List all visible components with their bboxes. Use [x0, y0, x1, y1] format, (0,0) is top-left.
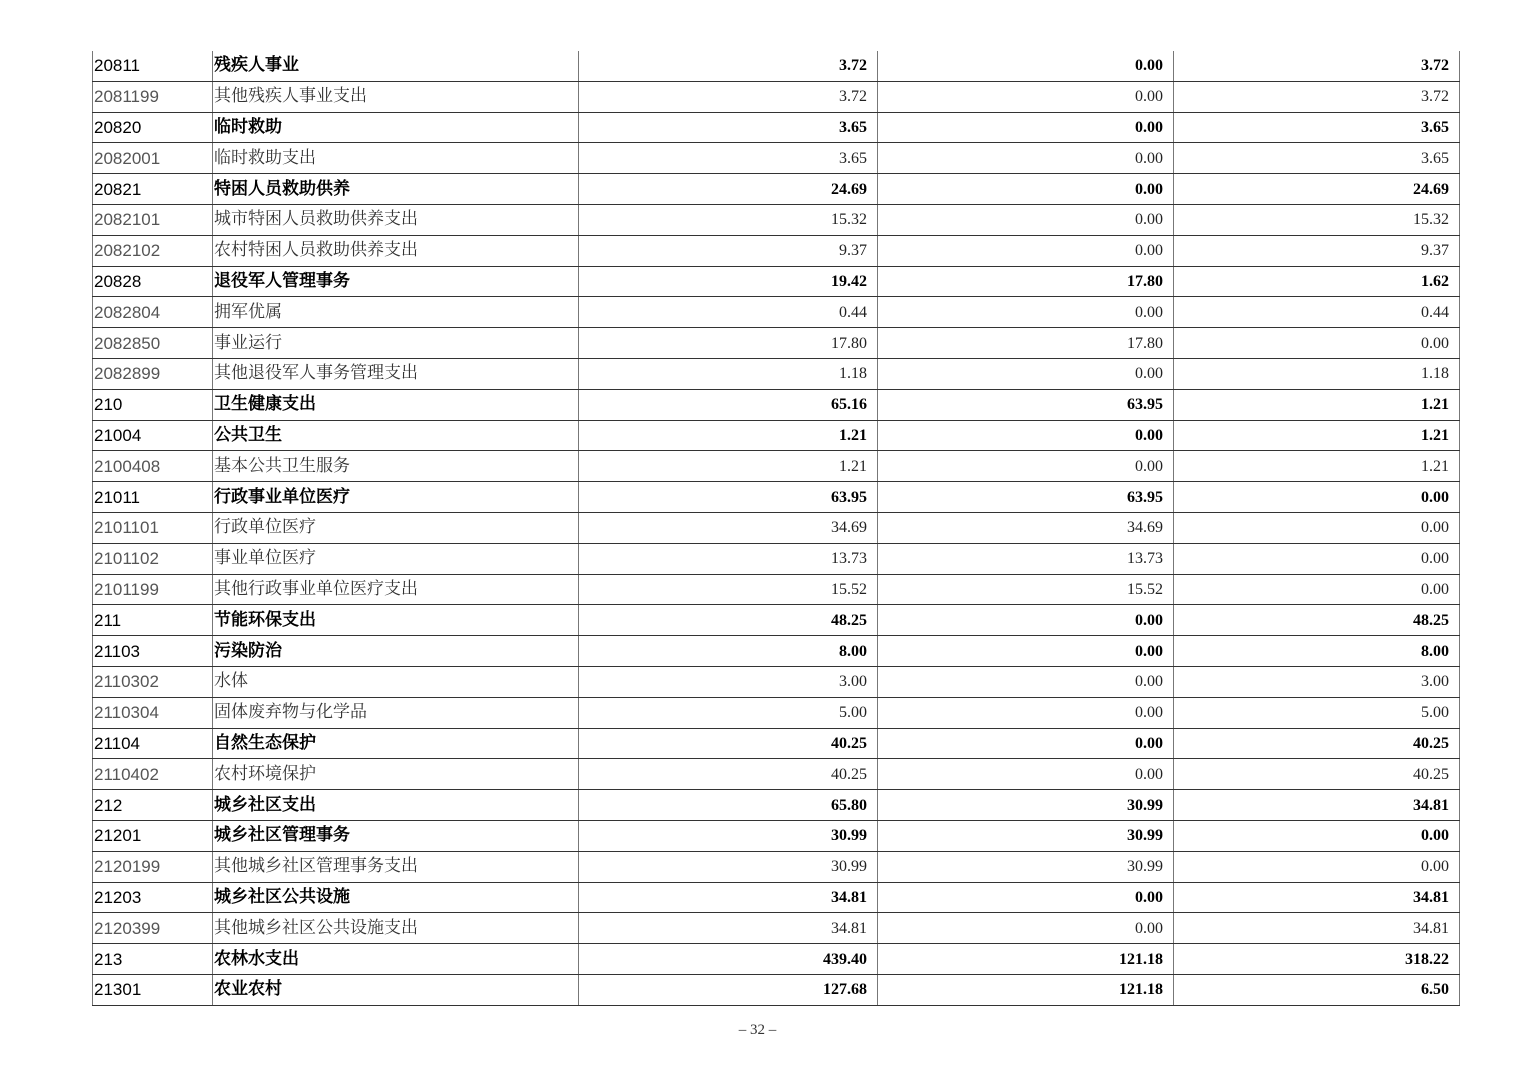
table-row	[93, 389, 1460, 420]
project-expenditure-cell: 0.00	[1174, 574, 1460, 605]
account-name-cell: 事业单位医疗	[213, 543, 579, 574]
account-name-cell: 水体	[213, 666, 579, 697]
account-code-cell: 21201	[93, 820, 213, 851]
project-expenditure-cell: 3.00	[1174, 666, 1460, 697]
basic-expenditure-cell: 0.00	[878, 143, 1174, 174]
project-expenditure-cell: 0.00	[1174, 820, 1460, 851]
account-code-cell: 2110302	[93, 666, 213, 697]
project-expenditure-cell: 40.25	[1174, 759, 1460, 790]
total-amount-cell: 15.32	[579, 204, 878, 235]
basic-expenditure-cell: 0.00	[878, 204, 1174, 235]
basic-expenditure-cell: 0.00	[878, 112, 1174, 143]
basic-expenditure-cell: 0.00	[878, 697, 1174, 728]
project-expenditure-cell: 6.50	[1174, 974, 1460, 1005]
account-name-cell: 特困人员救助供养	[213, 174, 579, 205]
budget-table	[92, 51, 1460, 1006]
total-amount-cell: 3.65	[579, 112, 878, 143]
basic-expenditure-cell: 0.00	[878, 297, 1174, 328]
project-expenditure-cell: 8.00	[1174, 636, 1460, 667]
account-code-cell: 20811	[93, 51, 213, 81]
total-amount-cell: 48.25	[579, 605, 878, 636]
project-expenditure-cell: 40.25	[1174, 728, 1460, 759]
total-amount-cell: 3.65	[579, 143, 878, 174]
table-row	[93, 51, 1460, 81]
account-code-cell: 2120399	[93, 913, 213, 944]
basic-expenditure-cell: 17.80	[878, 266, 1174, 297]
basic-expenditure-cell: 0.00	[878, 358, 1174, 389]
project-expenditure-cell: 3.72	[1174, 81, 1460, 112]
total-amount-cell: 34.69	[579, 512, 878, 543]
table-row	[93, 820, 1460, 851]
basic-expenditure-cell: 0.00	[878, 759, 1174, 790]
account-code-cell: 20821	[93, 174, 213, 205]
project-expenditure-cell: 34.81	[1174, 913, 1460, 944]
table-row	[93, 913, 1460, 944]
table-row	[93, 235, 1460, 266]
account-name-cell: 自然生态保护	[213, 728, 579, 759]
basic-expenditure-cell: 0.00	[878, 636, 1174, 667]
table-row	[93, 666, 1460, 697]
total-amount-cell: 34.81	[579, 913, 878, 944]
total-amount-cell: 1.21	[579, 451, 878, 482]
account-code-cell: 2082804	[93, 297, 213, 328]
table-row	[93, 81, 1460, 112]
basic-expenditure-cell: 30.99	[878, 790, 1174, 821]
total-amount-cell: 127.68	[579, 974, 878, 1005]
table-row	[93, 605, 1460, 636]
basic-expenditure-cell: 121.18	[878, 944, 1174, 975]
total-amount-cell: 8.00	[579, 636, 878, 667]
account-code-cell: 21004	[93, 420, 213, 451]
account-name-cell: 行政事业单位医疗	[213, 482, 579, 513]
total-amount-cell: 24.69	[579, 174, 878, 205]
account-name-cell: 拥军优属	[213, 297, 579, 328]
basic-expenditure-cell: 30.99	[878, 820, 1174, 851]
project-expenditure-cell: 3.72	[1174, 51, 1460, 81]
basic-expenditure-cell: 0.00	[878, 605, 1174, 636]
basic-expenditure-cell: 0.00	[878, 420, 1174, 451]
project-expenditure-cell: 34.81	[1174, 882, 1460, 913]
total-amount-cell: 15.52	[579, 574, 878, 605]
table-row	[93, 266, 1460, 297]
project-expenditure-cell: 0.44	[1174, 297, 1460, 328]
table-body	[93, 51, 1460, 1005]
account-name-cell: 其他退役军人事务管理支出	[213, 358, 579, 389]
account-name-cell: 固体废弃物与化学品	[213, 697, 579, 728]
account-code-cell: 21011	[93, 482, 213, 513]
account-code-cell: 2110304	[93, 697, 213, 728]
total-amount-cell: 1.21	[579, 420, 878, 451]
page-number: – 32 –	[738, 1022, 777, 1038]
total-amount-cell: 1.18	[579, 358, 878, 389]
account-code-cell: 212	[93, 790, 213, 821]
total-amount-cell: 65.16	[579, 389, 878, 420]
project-expenditure-cell: 48.25	[1174, 605, 1460, 636]
table-row	[93, 790, 1460, 821]
basic-expenditure-cell: 13.73	[878, 543, 1174, 574]
total-amount-cell: 17.80	[579, 328, 878, 359]
table-row	[93, 759, 1460, 790]
project-expenditure-cell: 0.00	[1174, 543, 1460, 574]
total-amount-cell: 9.37	[579, 235, 878, 266]
total-amount-cell: 439.40	[579, 944, 878, 975]
table-row	[93, 636, 1460, 667]
account-code-cell: 20828	[93, 266, 213, 297]
account-code-cell: 2082001	[93, 143, 213, 174]
total-amount-cell: 30.99	[579, 851, 878, 882]
account-code-cell: 2110402	[93, 759, 213, 790]
table-row	[93, 944, 1460, 975]
basic-expenditure-cell: 0.00	[878, 666, 1174, 697]
account-name-cell: 农业农村	[213, 974, 579, 1005]
account-code-cell: 2101199	[93, 574, 213, 605]
table-row	[93, 974, 1460, 1005]
account-code-cell: 21104	[93, 728, 213, 759]
account-name-cell: 行政单位医疗	[213, 512, 579, 543]
account-name-cell: 其他残疾人事业支出	[213, 81, 579, 112]
total-amount-cell: 3.72	[579, 81, 878, 112]
basic-expenditure-cell: 15.52	[878, 574, 1174, 605]
account-code-cell: 2081199	[93, 81, 213, 112]
account-code-cell: 21203	[93, 882, 213, 913]
table-row	[93, 851, 1460, 882]
account-code-cell: 20820	[93, 112, 213, 143]
account-name-cell: 事业运行	[213, 328, 579, 359]
table-row	[93, 543, 1460, 574]
total-amount-cell: 63.95	[579, 482, 878, 513]
account-name-cell: 卫生健康支出	[213, 389, 579, 420]
table-row	[93, 174, 1460, 205]
account-code-cell: 2101101	[93, 512, 213, 543]
account-name-cell: 农林水支出	[213, 944, 579, 975]
project-expenditure-cell: 1.21	[1174, 389, 1460, 420]
total-amount-cell: 34.81	[579, 882, 878, 913]
account-code-cell: 213	[93, 944, 213, 975]
table-row	[93, 358, 1460, 389]
basic-expenditure-cell: 63.95	[878, 389, 1174, 420]
basic-expenditure-cell: 0.00	[878, 451, 1174, 482]
account-name-cell: 其他行政事业单位医疗支出	[213, 574, 579, 605]
project-expenditure-cell: 15.32	[1174, 204, 1460, 235]
total-amount-cell: 3.72	[579, 51, 878, 81]
basic-expenditure-cell: 0.00	[878, 728, 1174, 759]
total-amount-cell: 3.00	[579, 666, 878, 697]
basic-expenditure-cell: 0.00	[878, 913, 1174, 944]
account-name-cell: 农村环境保护	[213, 759, 579, 790]
basic-expenditure-cell: 34.69	[878, 512, 1174, 543]
account-name-cell: 农村特困人员救助供养支出	[213, 235, 579, 266]
account-code-cell: 2101102	[93, 543, 213, 574]
account-name-cell: 城乡社区管理事务	[213, 820, 579, 851]
basic-expenditure-cell: 0.00	[878, 174, 1174, 205]
table-row	[93, 112, 1460, 143]
account-name-cell: 临时救助支出	[213, 143, 579, 174]
table-row	[93, 204, 1460, 235]
project-expenditure-cell: 1.21	[1174, 451, 1460, 482]
project-expenditure-cell: 0.00	[1174, 482, 1460, 513]
basic-expenditure-cell: 63.95	[878, 482, 1174, 513]
table-row	[93, 297, 1460, 328]
account-code-cell: 21301	[93, 974, 213, 1005]
basic-expenditure-cell: 0.00	[878, 882, 1174, 913]
account-name-cell: 其他城乡社区管理事务支出	[213, 851, 579, 882]
account-code-cell: 2082101	[93, 204, 213, 235]
project-expenditure-cell: 1.18	[1174, 358, 1460, 389]
total-amount-cell: 30.99	[579, 820, 878, 851]
account-code-cell: 2120199	[93, 851, 213, 882]
table-row	[93, 728, 1460, 759]
table-row	[93, 451, 1460, 482]
basic-expenditure-cell: 17.80	[878, 328, 1174, 359]
account-code-cell: 211	[93, 605, 213, 636]
total-amount-cell: 40.25	[579, 728, 878, 759]
table-row	[93, 512, 1460, 543]
project-expenditure-cell: 0.00	[1174, 328, 1460, 359]
account-code-cell: 2082850	[93, 328, 213, 359]
project-expenditure-cell: 5.00	[1174, 697, 1460, 728]
total-amount-cell: 40.25	[579, 759, 878, 790]
account-name-cell: 城乡社区支出	[213, 790, 579, 821]
account-name-cell: 污染防治	[213, 636, 579, 667]
total-amount-cell: 0.44	[579, 297, 878, 328]
table-row	[93, 697, 1460, 728]
total-amount-cell: 65.80	[579, 790, 878, 821]
table-row	[93, 882, 1460, 913]
account-name-cell: 城乡社区公共设施	[213, 882, 579, 913]
project-expenditure-cell: 3.65	[1174, 112, 1460, 143]
account-name-cell: 公共卫生	[213, 420, 579, 451]
project-expenditure-cell: 24.69	[1174, 174, 1460, 205]
total-amount-cell: 5.00	[579, 697, 878, 728]
basic-expenditure-cell: 0.00	[878, 81, 1174, 112]
account-code-cell: 2082102	[93, 235, 213, 266]
table-row	[93, 574, 1460, 605]
account-name-cell: 节能环保支出	[213, 605, 579, 636]
account-name-cell: 城市特困人员救助供养支出	[213, 204, 579, 235]
total-amount-cell: 13.73	[579, 543, 878, 574]
project-expenditure-cell: 318.22	[1174, 944, 1460, 975]
account-name-cell: 其他城乡社区公共设施支出	[213, 913, 579, 944]
project-expenditure-cell: 0.00	[1174, 851, 1460, 882]
project-expenditure-cell: 34.81	[1174, 790, 1460, 821]
account-code-cell: 2100408	[93, 451, 213, 482]
project-expenditure-cell: 1.62	[1174, 266, 1460, 297]
account-code-cell: 210	[93, 389, 213, 420]
basic-expenditure-cell: 0.00	[878, 51, 1174, 81]
account-name-cell: 临时救助	[213, 112, 579, 143]
project-expenditure-cell: 1.21	[1174, 420, 1460, 451]
project-expenditure-cell: 9.37	[1174, 235, 1460, 266]
project-expenditure-cell: 3.65	[1174, 143, 1460, 174]
account-name-cell: 退役军人管理事务	[213, 266, 579, 297]
project-expenditure-cell: 0.00	[1174, 512, 1460, 543]
basic-expenditure-cell: 30.99	[878, 851, 1174, 882]
account-code-cell: 21103	[93, 636, 213, 667]
account-code-cell: 2082899	[93, 358, 213, 389]
basic-expenditure-cell: 121.18	[878, 974, 1174, 1005]
basic-expenditure-cell: 0.00	[878, 235, 1174, 266]
table-row	[93, 482, 1460, 513]
account-name-cell: 基本公共卫生服务	[213, 451, 579, 482]
table-row	[93, 420, 1460, 451]
table-row	[93, 143, 1460, 174]
account-name-cell: 残疾人事业	[213, 51, 579, 81]
total-amount-cell: 19.42	[579, 266, 878, 297]
table-row	[93, 328, 1460, 359]
